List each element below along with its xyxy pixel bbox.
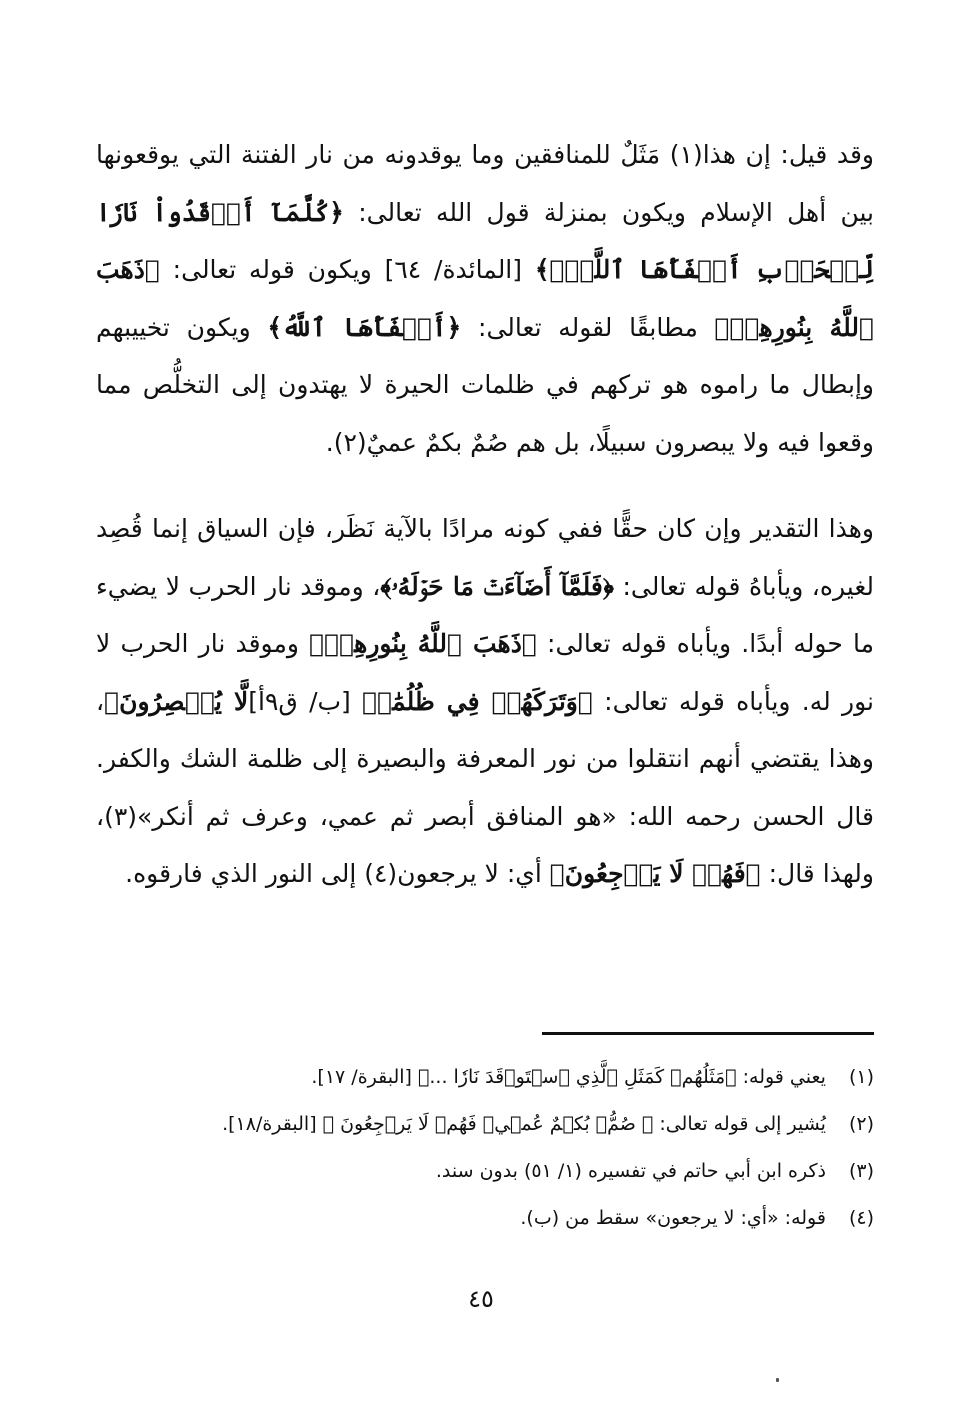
- scan-speck: [776, 1378, 779, 1382]
- footnote-text: يعني قوله: ﴿مَثَلُهُمۡ كَمَثَلِ ٱلَّذِي ٱسۡتَوۡقَدَ نَارٗا ...﴾ [البقرة/ ١٧].: [311, 1066, 826, 1088]
- footnote-text: ذكره ابن أبي حاتم في تفسيره (١/ ٥١) بدون سند.: [435, 1160, 826, 1182]
- quran-verse: ﴿وَتَرَكَهُمۡ فِي ظُلُمَٰتٖ: [362, 686, 593, 716]
- paragraph-2-text: [96, 500, 874, 903]
- quran-verse: ﴿فَلَمَّآ أَضَآءَتۡ مَا حَوۡلَهُۥ﴾: [380, 571, 614, 601]
- paragraph-2: [96, 500, 874, 903]
- quran-verse: ﴿كُلَّمَآ أَوۡقَدُواْ نَارٗا لِّلۡحَرۡبِ أَطۡفَأَهَا ٱللَّهُۚ﴾: [96, 197, 874, 284]
- paragraph-2-segment: ، وموقد نار الحرب لا يضيء ما حوله أبدًا. ويأباه قوله تعالى:: [96, 571, 874, 658]
- paragraph-1-segment: مطابقًا لقوله تعالى:: [461, 312, 715, 342]
- paragraph-1: [96, 126, 874, 471]
- paragraph-1-segment: ويكون تخييبهم وإبطال ما راموه هو تركهم في ظلمات الحيرة لا يهتدون إلى التخلُّص مما وقعوا فيه ولا يبصرون سبيلًا، بل هم صُمٌ بكمٌ عميٌ(٢).: [96, 312, 874, 457]
- footnote-text: يُشير إلى قوله تعالى: ﴿ صُمُّۢ بُكۡمٌ عُمۡيٞ فَهُمۡ لَا يَرۡجِعُونَ ﴾ [البقرة/١٨].: [222, 1113, 826, 1135]
- footnotes: [96, 1054, 874, 1242]
- footnote-text: قوله: «أي: لا يرجعون» سقط من (ب).: [520, 1207, 826, 1229]
- footnote-number: (١): [848, 1066, 874, 1088]
- paragraph-1-segment: [المائدة/ ٦٤] ويكون قوله تعالى:: [159, 255, 535, 284]
- footnote-2: [96, 1101, 874, 1148]
- footnote-number: (٤): [848, 1207, 874, 1229]
- quran-verse: ﴿فَهُمۡ لَا يَرۡجِعُونَ﴾: [549, 859, 761, 888]
- paragraph-2-segment: أي: لا يرجعون(٤) إلى النور الذي فارقوه.: [125, 859, 550, 888]
- manuscript-folio-ref: [ب/ ق٩أ]: [248, 686, 363, 716]
- quran-verse: ﴿ذَهَبَ ٱللَّهُ بِنُورِهِمۡ﴾: [309, 629, 537, 658]
- quran-verse: ﴿ذَهَبَ ٱللَّهُ بِنُورِهِمۡ﴾: [96, 255, 874, 342]
- paragraph-2-segment: وموقد نار الحرب لا نور له. ويأباه قوله تعالى:: [96, 629, 874, 716]
- paragraph-1-segment: وقد قيل: إن هذا(١) مَثَلٌ للمنافقين وما يوقدونه من نار الفتنة التي يوقعونها بين أهل الإسلام ويكون بمنزلة قول الله تعالى:: [96, 140, 874, 227]
- footnote-number: (٢): [848, 1113, 874, 1135]
- paragraph-2-segment: وهذا التقدير وإن كان حقًّا ففي كونه مرادًا بالآية نَظَر، فإن السياق إنما قُصِد لغيره، ويأباهُ قوله تعالى:: [96, 514, 874, 601]
- footnote-number: (٣): [848, 1160, 874, 1182]
- footnote-1: [96, 1054, 874, 1101]
- footnote-4: [96, 1195, 874, 1242]
- paragraph-2-segment: ، وهذا يقتضي أنهم انتقلوا من نور المعرفة والبصيرة إلى ظلمة الشك والكفر. قال الحسن رحمه الله: «هو المنافق أبصر ثم عمي، وعرف ثم أنكر»(٣)، ولهذا قال:: [96, 686, 874, 888]
- paragraph-1-text: [96, 126, 874, 471]
- page-number: ٤٥: [468, 1285, 494, 1313]
- footnote-divider: [542, 1032, 874, 1035]
- quran-verse: ﴿أَطۡفَأَهَا ٱللَّهُ﴾: [267, 312, 462, 342]
- quran-verse: لَّا يُبۡصِرُونَ﴾: [104, 686, 249, 716]
- footnote-3: [96, 1148, 874, 1195]
